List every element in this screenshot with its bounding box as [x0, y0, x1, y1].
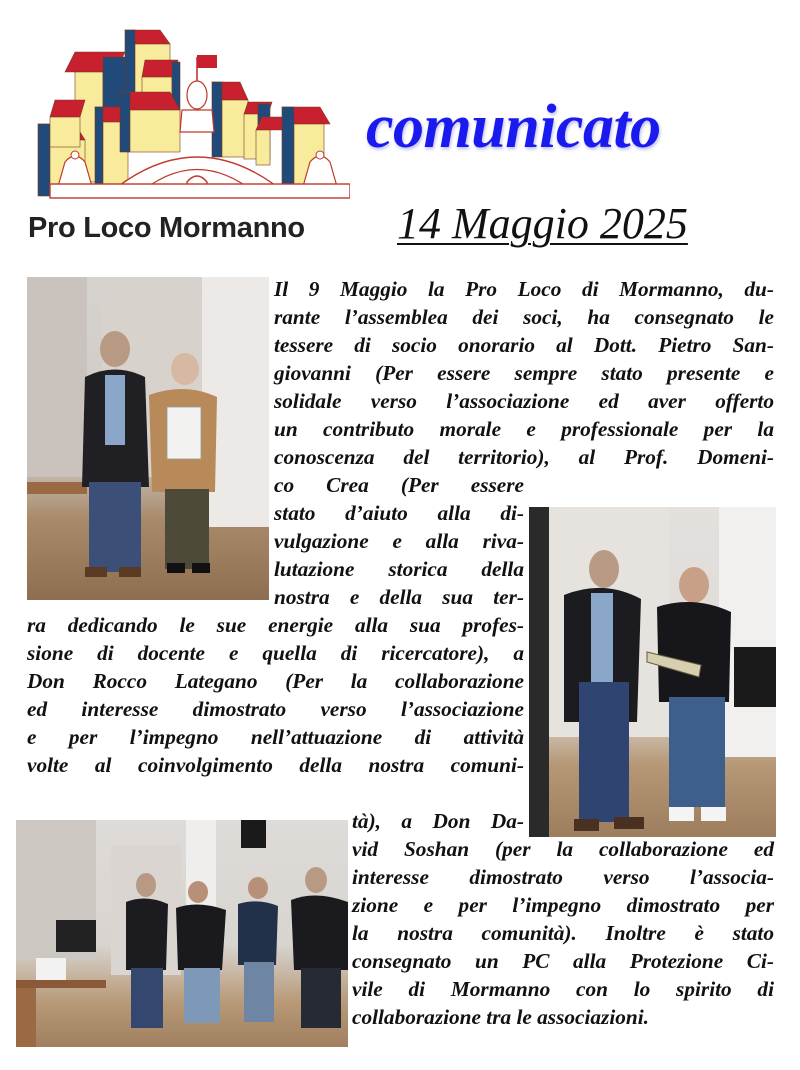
article-line: volte al coinvolgimento della nostra comuni-	[27, 753, 524, 777]
article-line: un contributo morale e professionale per la	[274, 417, 774, 441]
photo-group-pc-donation	[16, 820, 348, 1047]
article-line: ra dedicando le sue energie alla sua profes-	[27, 613, 524, 637]
article-line: lutazione storica della	[274, 557, 524, 581]
article-line: solidale verso l’associazione ed aver offerto	[274, 389, 774, 413]
pro-loco-logo	[30, 22, 350, 202]
town-skyline-icon	[30, 22, 350, 202]
article-line: consegnato un PC alla Protezione Ci-	[352, 949, 774, 973]
article-line: tà), a Don Da-	[352, 809, 524, 833]
article-line: vile di Mormanno con lo spirito di	[352, 977, 774, 1001]
article-line: Il 9 Maggio la Pro Loco di Mormanno, du-	[274, 277, 774, 301]
photo-honorary-member-1	[27, 277, 269, 600]
publication-date: 14 Maggio 2025	[397, 199, 688, 248]
article-line: e per l’impegno nell’attuazione di attività	[27, 725, 524, 749]
article-line: ed interesse dimostrato verso l’associazione	[27, 697, 524, 721]
article-line: vulgazione e alla riva-	[274, 529, 524, 553]
article-line: collaborazione tra le associazioni.	[352, 1005, 649, 1029]
photo-honorary-member-2	[529, 507, 776, 837]
article-line: tessere di socio onorario al Dott. Pietro San-	[274, 333, 774, 357]
article-line: nostra e della sua ter-	[274, 585, 524, 609]
article-line: conoscenza del territorio), al Prof. Domeni-	[274, 445, 774, 469]
article-line: giovanni (Per essere sempre stato presente e	[274, 361, 774, 385]
article-line: Don Rocco Lategano (Per la collaborazione	[27, 669, 524, 693]
page-title: comunicato	[366, 93, 661, 161]
article-line: sione di docente e quella di ricercatore), a	[27, 641, 524, 665]
article-line: rante l’assemblea dei soci, ha consegnato le	[274, 305, 774, 329]
article-line: stato d’aiuto alla di-	[274, 501, 524, 525]
article-line: la nostra comunità). Inoltre è stato	[352, 921, 774, 945]
article-line: vid Soshan (per la collaborazione ed	[352, 837, 774, 861]
article-line: co Crea (Per essere	[274, 473, 524, 497]
article-line: interesse dimostrato verso l’associa-	[352, 865, 774, 889]
logo-name: Pro Loco Mormanno	[28, 212, 305, 244]
article-line: zione e per l’impegno dimostrato per	[352, 893, 774, 917]
